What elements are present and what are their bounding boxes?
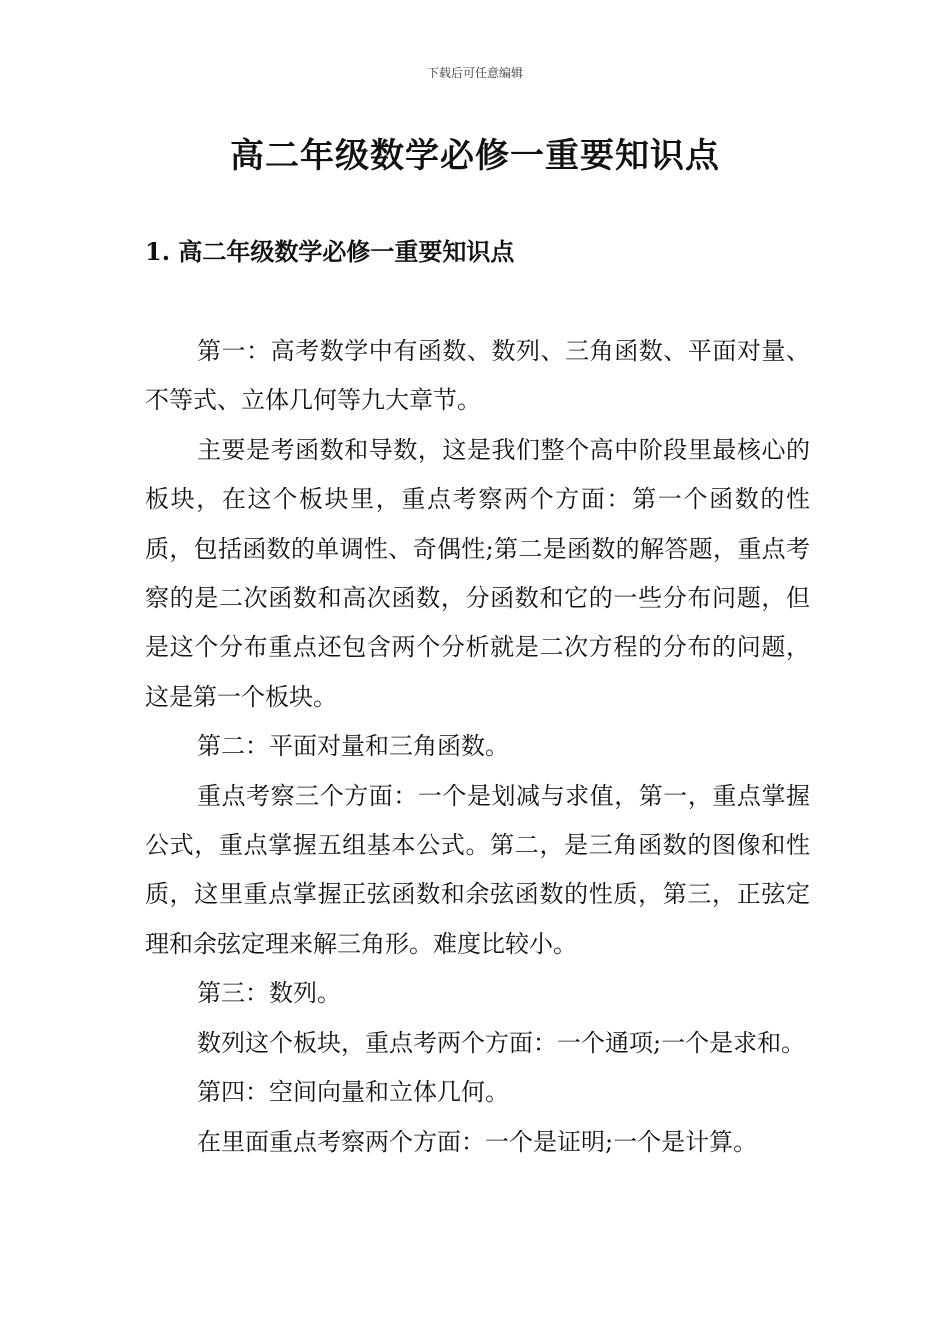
paragraph: 第四：空间向量和立体几何。 bbox=[197, 1078, 509, 1107]
paragraph: 第一：高考数学中有函数、数列、三角函数、平面对量、不等式、立体几何等九大章节。 bbox=[145, 337, 810, 415]
paragraph: 重点考察三个方面：一个是划减与求值，第一，重点掌握公式，重点掌握五组基本公式。第二，是三角函数的图像和性质，这里重点掌握正弦函数和余弦函数的性质，第三，正弦定理和余弦定理来解三角形。难度比较小。 bbox=[145, 781, 810, 958]
paragraph: 数列这个板块，重点考两个方面：一个通项;一个是求和。 bbox=[197, 1028, 806, 1057]
paragraph: 第二：平面对量和三角函数。 bbox=[197, 732, 509, 761]
section-heading: 1. 高二年级数学必修一重要知识点 bbox=[145, 237, 515, 266]
paragraph: 主要是考函数和导数，这是我们整个高中阶段里最核心的板块，在这个板块里，重点考察两个方面：第一个函数的性质，包括函数的单调性、奇偶性;第二是函数的解答题，重点考察的是二次函数和高次函数，分函数和它的一些分布问题，但是这个分布重点还包含两个分析就是二次方程的分布的问题，这是第一个板块。 bbox=[145, 435, 810, 711]
header-note: 下载后可任意编辑 bbox=[426, 66, 523, 80]
paragraph: 第三：数列。 bbox=[197, 979, 341, 1008]
paragraph: 在里面重点考察两个方面：一个是证明;一个是计算。 bbox=[197, 1127, 758, 1156]
document-body bbox=[145, 327, 810, 1167]
document-title: 高二年级数学必修一重要知识点 bbox=[230, 136, 720, 176]
